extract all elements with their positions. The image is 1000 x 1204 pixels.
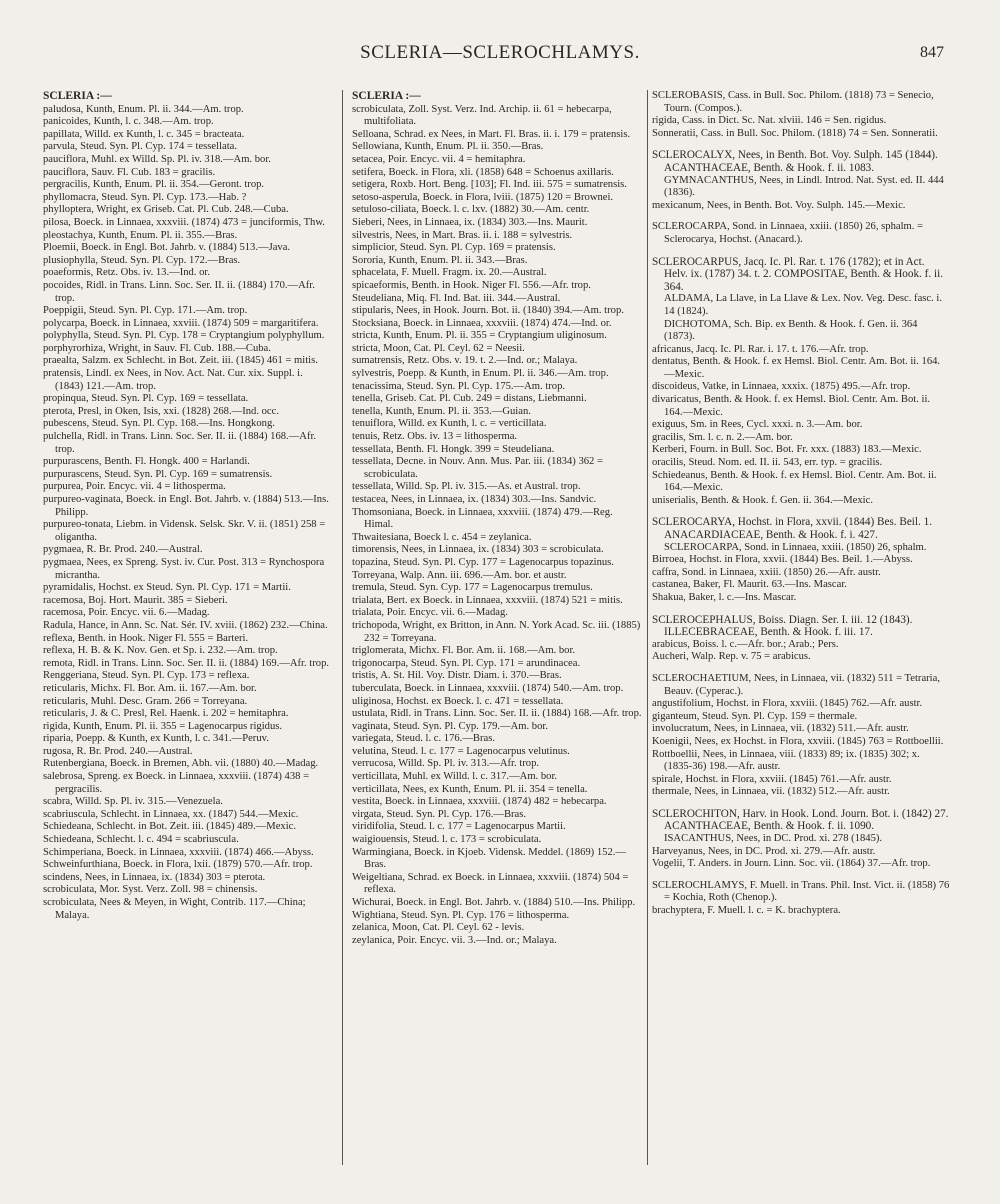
index-entry: reflexa, H. B. & K. Nov. Gen. et Sp. i. 232.—Am. trop. [43,645,278,657]
index-entry: poaeformis, Retz. Obs. iv. 13.—Ind. or. [43,267,211,279]
index-entry: setuloso-ciliata, Boeck. l. c. lxv. (1882) 30.—Am. centr. [352,204,590,216]
index-entry: SCLEROCEPHALUS, Boiss. Diagn. Ser. I. iii. 12 (1843). ILLECEBRACEAE, Benth. & Hook. f. iii. 17. [652,613,913,639]
index-entry: waigiouensis, Steud. l. c. 173 = scrobiculata. [352,834,542,846]
index-entry: sphacelata, F. Muell. Fragm. ix. 20.—Austral. [352,267,547,279]
entry-list [352,104,643,948]
index-entry: panicoides, Kunth, l. c. 348.—Am. trop. [43,116,214,128]
index-entry: propinqua, Steud. Syn. Pl. Cyp. 169 = tessellata. [43,393,249,405]
index-entry: tenuis, Retz. Obs. iv. 13 = lithosperma. [352,431,518,443]
index-entry: pilosa, Boeck. in Linnaea, xxxviii. (1874) 473 = junciformis, Thw. [43,216,325,228]
index-entry: purpurascens, Benth. Fl. Hongk. 400 = Harlandi. [43,456,250,468]
index-entry: Steudeliana, Miq. Fl. Ind. Bat. iii. 344.—Austral. [352,292,561,304]
index-entry: Ploemii, Boeck. in Engl. Bot. Jahrb. v. (1884) 513.—Java. [43,242,291,254]
entry-list [652,90,950,918]
index-entry: castanea, Baker, Fl. Maurit. 63.—Ins. Mascar. [652,579,847,591]
index-entry: Stocksiana, Boeck. in Linnaea, xxxviii. (1874) 474.—Ind. or. [352,317,612,329]
index-entry: Rutenbergiana, Boeck. in Bremen, Abh. vii. (1880) 40.—Madag. [43,758,319,770]
column-rule-left [342,90,343,1165]
index-entry: pergracilis, Kunth, Enum. Pl. ii. 354.—Geront. trop. [43,179,265,191]
index-entry: tuberculata, Boeck. in Linnaea, xxxviii. (1874) 540.—Am. trop. [352,682,624,694]
index-entry: phyllomacra, Steud. Syn. Pl. Cyp. 173.—Hab. ? [43,191,247,203]
index-entry: reticularis, J. & C. Presl, Rel. Haenk. i. 202 = hemitaphra. [43,708,289,720]
index-entry: scabriuscula, Schlecht. in Linnaea, xx. (1847) 544.—Mexic. [43,808,299,820]
index-entry: divaricatus, Benth. & Hook. f. ex Hemsl. Biol. Centr. Am. Bot. ii. 164.—Mexic. [652,394,931,418]
index-entry: vaginata, Steud. Syn. Pl. Cyp. 179.—Am. bor. [352,720,548,732]
index-entry: SCLEROCARYA, Hochst. in Flora, xxvii. (1844) Bes. Beil. 1. ANACARDIACEAE, Benth. & Hook. f. i. 427. [652,516,933,541]
index-entry: arabicus, Boiss. l. c.—Afr. bor.; Arab.; Pers. [652,638,839,650]
index-entry: Koenigii, Nees, ex Hochst. in Flora, xxviii. (1845) 763 = Rottboellii. [652,735,944,747]
index-entry: gracilis, Sm. l. c. n. 2.—Am. bor. [652,431,793,443]
index-entry: thermale, Nees, in Linnaea, vii. (1832) 512.—Afr. austr. [652,786,890,798]
index-entry: Schiedeana, Schlecht. in Bot. Zeit. iii. (1845) 489.—Mexic. [43,821,297,833]
index-entry: virgata, Steud. Syn. Pl. Cyp. 176.—Bras. [352,808,527,820]
index-entry: topazina, Steud. Syn. Pl. Cyp. 177 = Lagenocarpus topazinus. [352,556,614,568]
index-entry: polycarpa, Boeck. in Linnaea, xxviii. (1874) 509 = margaritifera. [43,317,319,329]
column-left [43,90,333,922]
index-entry: Vogelii, T. Anders. in Journ. Linn. Soc. vii. (1864) 37.—Afr. trop. [652,858,931,870]
index-entry: scabra, Willd. Sp. Pl. iv. 315.—Venezuela. [43,796,223,808]
index-entry: rugosa, R. Br. Prod. 240.—Austral. [43,745,193,757]
index-entry: tremula, Steud. Syn. Cyp. 177 = Lagenocarpus tremulus. [352,582,593,594]
index-entry: Sellowiana, Kunth, Enum. Pl. ii. 350.—Bras. [352,141,544,153]
index-entry: triglomerata, Michx. Fl. Bor. Am. ii. 168.—Am. bor. [352,645,576,657]
index-entry: plusiophylla, Steud. Syn. Pl. Cyp. 172.—Bras. [43,254,241,266]
index-entry: uliginosa, Hochst. ex Boeck. l. c. 471 = tessellata. [352,695,564,707]
index-entry: salebrosa, Spreng. ex Boeck. in Linnaea, xxxviii. (1874) 438 = pergracilis. [43,771,310,795]
index-entry: Thwaitesiana, Boeck l. c. 454 = zeylanica. [352,531,532,543]
index-entry: parvula, Steud. Syn. Pl. Cyp. 174 = tessellata. [43,141,237,153]
index-entry: zeylanica, Poir. Encyc. vii. 3.—Ind. or.; Malaya. [352,934,557,946]
column-right [652,90,950,918]
index-entry: purpureo-tonata, Liebm. in Vidensk. Selsk. Skr. V. ii. (1851) 258 = oligantha. [43,519,326,543]
index-entry: Harveyanus, Nees, in DC. Prod. xi. 279.—Afr. austr. [652,845,876,857]
index-entry: Wightiana, Steud. Syn. Pl. Cyp. 176 = lithosperma. [352,909,570,921]
index-entry: racemosa, Poir. Encyc. vii. 6.—Madag. [43,607,210,619]
index-entry: Radula, Hance, in Ann. Sc. Nat. Sér. IV. xviii. (1862) 232.—China. [43,619,328,631]
index-entry: pygmaea, R. Br. Prod. 240.—Austral. [43,544,203,556]
index-entry: scrobiculata, Zoll. Syst. Verz. Ind. Archip. ii. 61 = hebecarpa, multifoliata. [352,103,612,128]
index-entry: scrobiculata, Mor. Syst. Verz. Zoll. 98 = chinensis. [43,884,258,896]
index-entry: Schweinfurthiana, Boeck. in Flora, lxii. (1879) 570.—Afr. trop. [43,859,313,871]
index-entry: Aucheri, Walp. Rep. v. 75 = arabicus. [652,651,811,663]
index-entry: uniserialis, Benth. & Hook. f. Gen. ii. 364.—Mexic. [652,494,873,506]
index-entry: ustulata, Ridl. in Trans. Linn. Soc. Ser. II. ii. (1884) 168.—Afr. trop. [352,708,642,720]
index-entry: vestita, Boeck. in Linnaea, xxxviii. (1874) 482 = hebecarpa. [352,796,607,808]
index-entry: Torreyana, Walp. Ann. iii. 696.—Am. bor. et austr. [352,569,567,581]
index-entry: caffra, Sond. in Linnaea, xxiii. (1850) 26.—Afr. austr. [652,566,881,578]
index-entry: purpurascens, Steud. Syn. Pl. Cyp. 169 = sumatrensis. [43,468,273,480]
index-entry: Selloana, Schrad. ex Nees, in Mart. Fl. Bras. ii. i. 179 = pratensis. [352,128,631,140]
index-entry: pterota, Presl, in Oken, Isis, xxi. (1828) 268.—Ind. occ. [43,405,279,417]
index-entry: reticularis, Muhl. Desc. Gram. 266 = Torreyana. [43,695,248,707]
index-entry: verticillata, Nees, ex Kunth, Enum. Pl. ii. 354 = tenella. [352,783,588,795]
index-entry: stricta, Moon, Cat. Pl. Ceyl. 62 = Neesii. [352,342,525,354]
index-entry: sumatrensis, Retz. Obs. v. 19. t. 2.—Ind. or.; Malaya. [352,355,578,367]
index-entry: tenella, Griseb. Cat. Pl. Cub. 249 = distans, Liebmanni. [352,393,587,405]
index-entry: paludosa, Kunth, Enum. Pl. ii. 344.—Am. trop. [43,103,244,115]
index-entry: GYMNACANTHUS, Nees, in Lindl. Introd. Nat. Syst. ed. II. 444 (1836). [664,174,944,199]
index-entry: Schiedeana, Schlecht. l. c. 494 = scabriuscula. [43,834,239,846]
index-entry: variegata, Steud. l. c. 176.—Bras. [352,733,495,745]
index-entry: setacea, Poir. Encyc. vii. 4 = hemitaphra. [352,153,526,165]
index-entry: stipularis, Nees, in Hook. Journ. Bot. ii. (1840) 394.—Am. trop. [352,305,624,317]
index-entry: mexicanum, Nees, in Benth. Bot. Voy. Sulph. 145.—Mexic. [652,199,906,211]
index-entry: Birroea, Hochst. in Flora, xxvii. (1844) Bes. Beil. 1.—Abyss. [652,554,913,566]
index-entry: exiguus, Sm. in Rees, Cycl. xxxi. n. 3.—Am. bor. [652,419,863,431]
index-entry: purpureo-vaginata, Boeck. in Engl. Bot. Jahrb. v. (1884) 513.—Ins. Philipp. [43,494,329,518]
index-entry: scrobiculata, Nees & Meyen, in Wight, Contrib. 117.—China; Malaya. [43,897,306,921]
index-entry: reticularis, Michx. Fl. Bor. Am. ii. 167.—Am. bor. [43,682,257,694]
index-entry: rigida, Cass. in Dict. Sc. Nat. xlviii. 146 = Sen. rigidus. [652,115,887,127]
index-entry: tessellata, Benth. Fl. Hongk. 399 = Steudeliana. [352,443,555,455]
index-entry: brachyptera, F. Muell. l. c. = K. brachyptera. [652,905,841,917]
index-entry: zelanica, Moon, Cat. Pl. Ceyl. 62 - levis. [352,922,525,934]
index-entry: SCLEROCALYX, Nees, in Benth. Bot. Voy. Sulph. 145 (1844). ACANTHACEAE, Benth. & Hook. f. ii. 1083. [652,149,938,174]
index-entry: pubescens, Steud. Syn. Pl. Cyp. 168.—Ins. Hongkong. [43,418,275,430]
index-entry: ISACANTHUS, Nees, in DC. Prod. xi. 278 (1845). [664,833,883,845]
running-head: SCLERIA—SCLEROCHLAMYS. [360,42,640,63]
index-entry: Schiedeanus, Benth. & Hook. f. ex Hemsl. Biol. Centr. Am. Bot. ii. 164.—Mexic. [652,469,937,494]
index-entry: testacea, Nees, in Linnaea, ix. (1834) 303.—Ins. Sandvic. [352,494,597,505]
index-entry: DICHOTOMA, Sch. Bip. ex Benth. & Hook. f. Gen. ii. 364 (1873). [664,318,918,343]
index-entry: pyramidalis, Hochst. ex Steud. Syn. Pl. Cyp. 171 = Martii. [43,582,291,594]
index-entry: Rottboellii, Nees, in Linnaea, viii. (1833) 89; ix. (1835) 302; x. (1835-36) 198.—Afr. austr. [652,748,920,773]
index-entry: tessellata, Willd. Sp. Pl. iv. 315.—As. et Austral. trop. [352,481,581,493]
index-entry: rigida, Kunth, Enum. Pl. ii. 355 = Lagenocarpus rigidus. [43,720,283,732]
index-entry: discoideus, Vatke, in Linnaea, xxxix. (1875) 495.—Afr. trop. [652,381,911,393]
page-header [0,42,1000,72]
index-entry: pratensis, Lindl. ex Nees, in Nov. Act. Nat. Cur. xix. Suppl. i. (1843) 121.—Am. trop. [43,368,303,392]
index-entry: simplicior, Steud. Syn. Pl. Cyp. 169 = pratensis. [352,242,556,254]
index-entry: riparia, Poepp. & Kunth, ex Kunth, l. c. 341.—Peruv. [43,733,269,745]
index-entry: Weigeltiana, Schrad. ex Boeck. in Linnaea, xxxviii. (1874) 504 = reflexa. [352,871,629,896]
column-heading: SCLERIA :— [352,90,421,102]
index-entry: scindens, Nees, in Linnaea, ix. (1834) 303 = pterota. [43,871,266,883]
index-entry: involucratum, Nees, in Linnaea, vii. (1832) 511.—Afr. austr. [652,723,909,735]
index-entry: viridifolia, Steud. l. c. 177 = Lagenocarpus Martii. [352,821,566,833]
index-entry: Sororia, Kunth, Enum. Pl. ii. 343.—Bras. [352,254,528,266]
index-entry: trigonocarpa, Steud. Syn. Pl. Cyp. 171 = arundinacea. [352,657,581,669]
index-entry: pocoides, Ridl. in Trans. Linn. Soc. Ser. II. ii. (1884) 170.—Afr. trop. [43,279,315,304]
index-entry: SCLEROBASIS, Cass. in Bull. Soc. Philom. (1818) 73 = Senecio, Tourn. (Compos.). [652,90,934,114]
index-entry: setoso-asperula, Boeck. in Flora, lviii. (1875) 120 = Brownei. [352,191,614,203]
index-entry: Kerberi, Fourn. in Bull. Soc. Bot. Fr. xxx. (1883) 183.—Mexic. [652,444,922,456]
index-entry: tristis, A. St. Hil. Voy. Distr. Diam. i. 370.—Bras. [352,670,562,682]
index-entry: Sonneratii, Cass. in Bull. Soc. Philom. (1818) 74 = Sen. Sonneratii. [652,127,938,139]
index-entry: praealta, Salzm. ex Schlecht. in Bot. Zeit. iii. (1845) 461 = mitis. [43,355,318,367]
index-entry: SCLEROCARPA, Sond. in Linnaea, xxiii. (1850) 26, sphalm. = Sclerocarya, Hochst. (Anacard.). [652,221,924,245]
index-entry: purpurea, Poir. Encyc. vii. 4 = lithosperma. [43,481,226,493]
index-entry: africanus, Jacq. Ic. Pl. Rar. i. 17. t. 176.—Afr. trop. [652,343,869,355]
index-entry: trichopoda, Wright, ex Britton, in Ann. N. York Acad. Sc. iii. (1885) 232 = Torreyana. [352,619,641,644]
index-entry: spirale, Hochst. in Flora, xxviii. (1845) 761.—Afr. austr. [652,773,892,785]
index-entry: tenuiflora, Willd. ex Kunth, l. c. = verticillata. [352,418,547,430]
index-entry: Schimperiana, Boeck. in Linnaea, xxxviii. (1874) 466.—Abyss. [43,846,314,858]
index-entry: giganteum, Steud. Syn. Pl. Cyp. 159 = thermale. [652,710,858,722]
index-entry: silvestris, Nees, in Mart. Bras. ii. i. 188 = sylvestris. [352,229,573,241]
column-heading: SCLERIA :— [43,90,112,102]
index-entry: trialata, Bert. ex Boeck. in Linnaea, xxxviii. (1874) 521 = mitis. [352,594,623,606]
index-entry: verticillata, Muhl. ex Willd. l. c. 317.—Am. bor. [352,771,558,783]
index-entry: pleostachya, Kunth, Enum. Pl. ii. 355.—Bras. [43,229,238,241]
index-entry: Sieberi, Nees, in Linnaea, ix. (1834) 303.—Ins. Maurit. [352,216,588,228]
entry-list [43,104,333,923]
index-entry: angustifolium, Hochst. in Flora, xxviii. (1845) 762.—Afr. austr. [652,698,923,710]
index-entry: pygmaea, Nees, ex Spreng. Syst. iv. Cur. Post. 313 = Rynchospora micrantha. [43,556,325,581]
index-entry: pulchella, Ridl. in Trans. Linn. Soc. Ser. II. ii. (1884) 168.—Afr. trop. [43,431,317,455]
index-entry: Renggeriana, Steud. Syn. Pl. Cyp. 173 = reflexa. [43,670,250,682]
index-entry: stricta, Kunth, Enum. Pl. ii. 355 = Cryptangium uliginosum. [352,330,607,342]
index-entry: SCLEROCHITON, Harv. in Hook. Lond. Journ. Bot. i. (1842) 27. ACANTHACEAE, Benth. & Hook. f. ii. 1090. [652,807,949,833]
index-entry: ALDAMA, La Llave, in La Llave & Lex. Nov. Veg. Desc. fasc. i. 14 (1824). [664,293,943,317]
index-entry: porphyrorhiza, Wright, in Sauv. Fl. Cub. 188.—Cuba. [43,342,271,354]
index-entry: verrucosa, Willd. Sp. Pl. iv. 313.—Afr. trop. [352,758,540,770]
index-entry: phylloptera, Wright, ex Griseb. Cat. Pl. Cub. 248.—Cuba. [43,204,289,216]
index-entry: tenella, Kunth, Enum. Pl. ii. 353.—Guian. [352,405,531,417]
index-entry: spicaeformis, Benth. in Hook. Niger Fl. 556.—Afr. trop. [352,279,591,291]
index-entry: Poeppigii, Steud. Syn. Pl. Cyp. 171.—Am. trop. [43,305,248,317]
index-entry: tessellata, Decne. in Nouv. Ann. Mus. Par. iii. (1834) 362 = scrobiculata. [352,456,603,480]
page-number: 847 [920,44,944,61]
index-entry: remota, Ridl. in Trans. Linn. Soc. Ser. II. ii. (1884) 169.—Afr. trop. [43,657,330,669]
index-entry: trialata, Poir. Encyc. vii. 6.—Madag. [352,607,508,619]
index-entry: reflexa, Benth. in Hook. Niger Fl. 555 = Barteri. [43,632,249,644]
index-entry: oracilis, Steud. Nom. ed. II. ii. 543, err. typ. = gracilis. [652,457,883,469]
index-entry: pauciflora, Sauv. Fl. Cub. 183 = gracilis. [43,166,216,178]
index-entry: setigera, Roxb. Hort. Beng. [103]; Fl. Ind. iii. 575 = sumatrensis. [352,179,627,191]
index-entry: polyphylla, Steud. Syn. Pl. Cyp. 178 = Cryptangium polyphyllum. [43,330,325,342]
index-entry: Thomsoniana, Boeck. in Linnaea, xxxviii. (1874) 479.—Reg. Himal. [352,506,613,531]
index-entry: tenacissima, Steud. Syn. Pl. Cyp. 175.—Am. trop. [352,380,566,392]
column-middle [352,90,643,947]
index-entry: setifera, Boeck. in Flora, xli. (1858) 648 = Schoenus axillaris. [352,166,614,178]
index-entry: Warmingiana, Boeck. in Kjoeb. Vidensk. Meddel. (1869) 152.—Bras. [352,846,626,871]
index-entry: sylvestris, Poepp. & Kunth, in Enum. Pl. ii. 346.—Am. trop. [352,368,609,380]
index-entry: dentatus, Benth. & Hook. f. ex Hemsl. Biol. Centr. Am. Bot. ii. 164.—Mexic. [652,356,941,380]
index-entry: SCLEROCARPUS, Jacq. Ic. Pl. Rar. t. 176 (1782); et in Act. Helv. ix. (1787) 34. t. 2. COMPOSITAE, Benth. & Hook. f. ii. 364. [652,255,943,293]
index-entry: pauciflora, Muhl. ex Willd. Sp. Pl. iv. 318.—Am. bor. [43,153,271,165]
index-entry: SCLEROCHLAMYS, F. Muell. in Trans. Phil. Inst. Vict. ii. (1858) 76 = Kochia, Roth (Chenop.). [652,879,950,904]
index-entry: velutina, Steud. l. c. 177 = Lagenocarpus velutinus. [352,745,570,757]
index-entry: Wichurai, Boeck. in Engl. Bot. Jahrb. v. (1884) 510.—Ins. Philipp. [352,897,636,908]
index-entry: SCLEROCARPA, Sond. in Linnaea, xxiii. (1850) 26, sphalm. [664,541,927,553]
index-entry: racemosa, Boj. Hort. Maurit. 385 = Sieberi. [43,594,228,606]
index-entry: papillata, Willd. ex Kunth, l. c. 345 = bracteata. [43,128,245,140]
index-entry: SCLEROCHAETIUM, Nees, in Linnaea, vii. (1832) 511 = Tetraria, Beauv. (Cyperac.). [652,672,940,697]
column-rule-right [647,90,648,1165]
index-entry: Shakua, Baker, l. c.—Ins. Mascar. [652,591,797,603]
index-entry: timorensis, Nees, in Linnaea, ix. (1834) 303 = scrobiculata. [352,544,604,556]
